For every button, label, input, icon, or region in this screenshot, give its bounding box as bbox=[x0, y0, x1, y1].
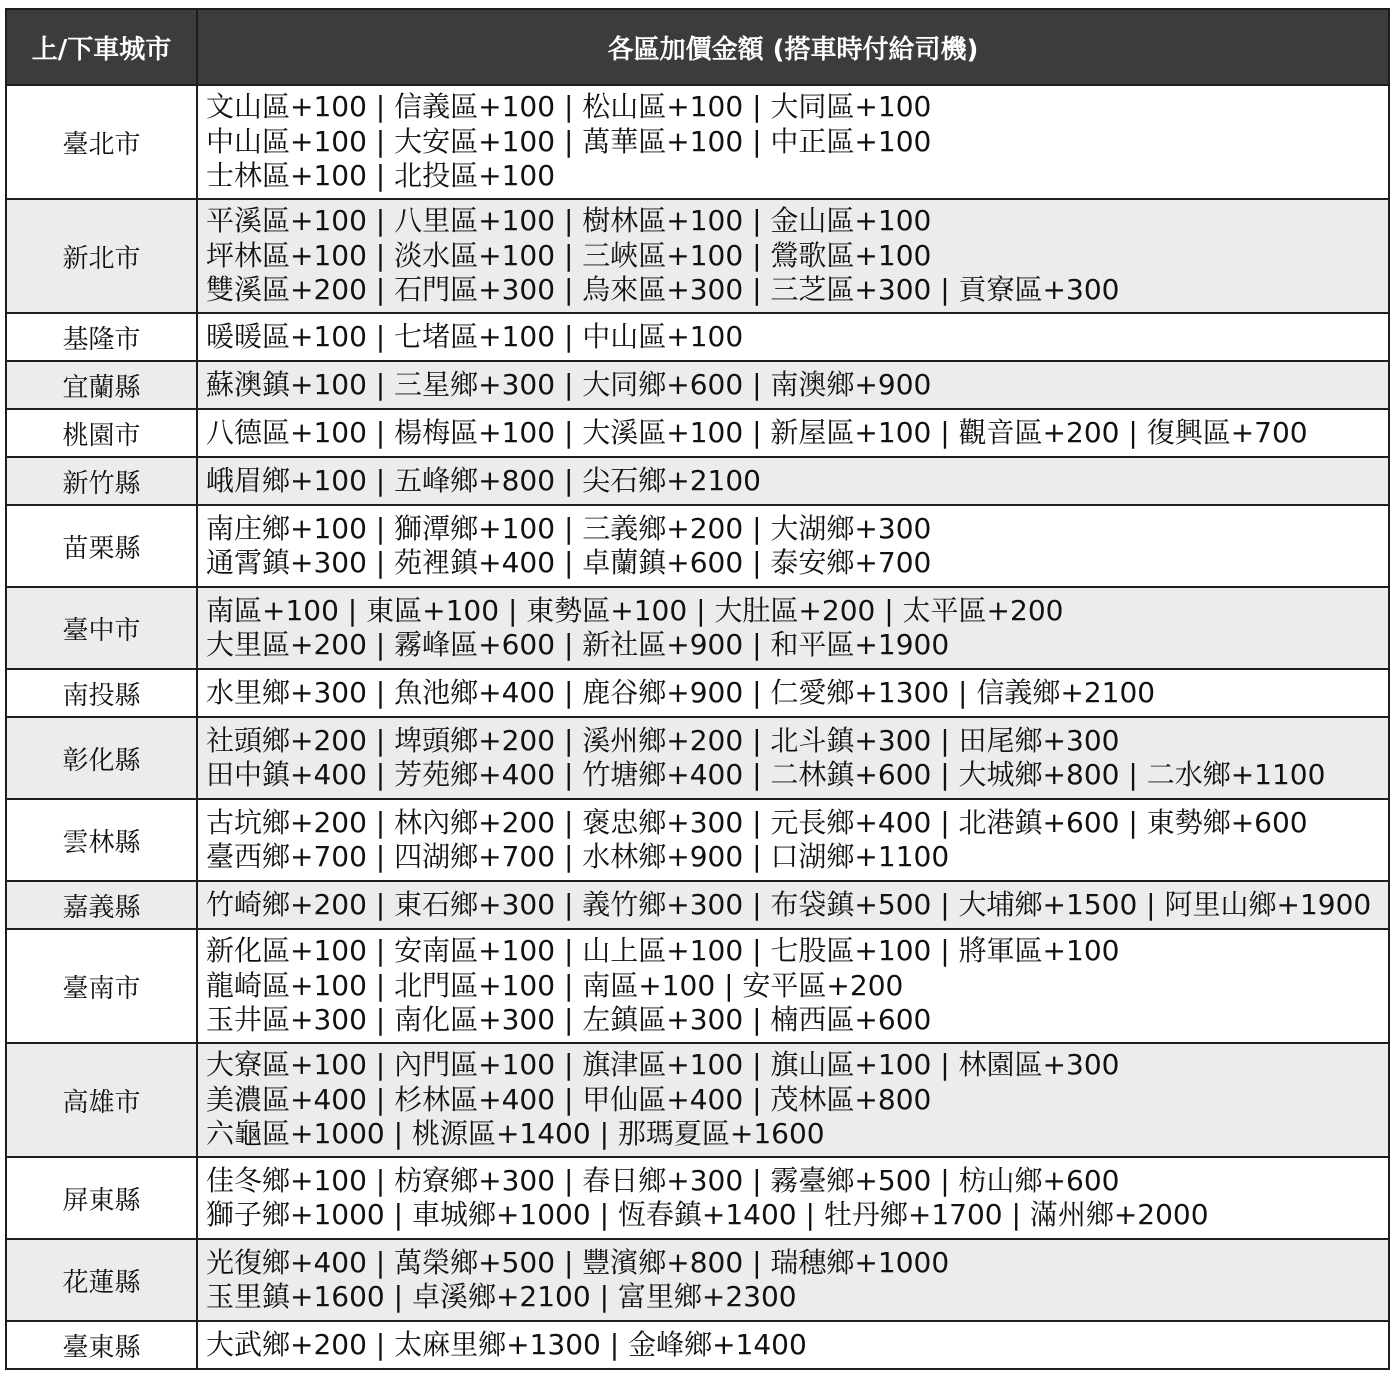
city-cell: 雲林縣 bbox=[6, 799, 197, 881]
surcharge-cell bbox=[197, 929, 1389, 1043]
header-row bbox=[6, 9, 1389, 85]
surcharge-table bbox=[5, 8, 1390, 1370]
city-cell: 臺北市 bbox=[6, 85, 197, 199]
table-row bbox=[6, 505, 1389, 587]
surcharge-line: 臺西鄉+700 | 四湖鄉+700 | 水林鄉+900 | 口湖鄉+1100 bbox=[206, 840, 950, 873]
surcharge-cell bbox=[197, 199, 1389, 313]
city-cell: 苗栗縣 bbox=[6, 505, 197, 587]
surcharge-line: 通霄鎮+300 | 苑裡鎮+400 | 卓蘭鎮+600 | 泰安鄉+700 bbox=[206, 546, 932, 579]
surcharge-line: 蘇澳鎮+100 | 三星鄉+300 | 大同鄉+600 | 南澳鄉+900 bbox=[206, 367, 932, 401]
surcharge-line: 雙溪區+200 | 石門區+300 | 烏來區+300 | 三芝區+300 | 貢寮區+300 bbox=[206, 273, 1120, 307]
table-row bbox=[6, 457, 1389, 505]
surcharge-cell bbox=[197, 361, 1389, 409]
table-row bbox=[6, 1321, 1389, 1369]
city-cell: 南投縣 bbox=[6, 669, 197, 717]
surcharge-line: 八德區+100 | 楊梅區+100 | 大溪區+100 | 新屋區+100 | 觀音區+200 | 復興區+700 bbox=[206, 415, 1308, 449]
city-cell: 臺南市 bbox=[6, 929, 197, 1043]
table-row bbox=[6, 929, 1389, 1043]
surcharge-line: 暖暖區+100 | 七堵區+100 | 中山區+100 bbox=[206, 319, 744, 353]
city-cell: 花蓮縣 bbox=[6, 1239, 197, 1321]
surcharge-cell bbox=[197, 1157, 1389, 1239]
city-cell: 新竹縣 bbox=[6, 457, 197, 505]
surcharge-line: 文山區+100 | 信義區+100 | 松山區+100 | 大同區+100 bbox=[206, 90, 932, 124]
surcharge-cell bbox=[197, 587, 1389, 669]
table-row bbox=[6, 199, 1389, 313]
surcharge-line: 新化區+100 | 安南區+100 | 山上區+100 | 七股區+100 | 將軍區+100 bbox=[206, 934, 1120, 968]
surcharge-line: 六龜區+1000 | 桃源區+1400 | 那瑪夏區+1600 bbox=[206, 1117, 825, 1151]
table-row bbox=[6, 799, 1389, 881]
surcharge-cell bbox=[197, 457, 1389, 505]
surcharge-line: 水里鄉+300 | 魚池鄉+400 | 鹿谷鄉+900 | 仁愛鄉+1300 | 信義鄉+2100 bbox=[206, 675, 1156, 709]
table-row bbox=[6, 669, 1389, 717]
surcharge-line: 南區+100 | 東區+100 | 東勢區+100 | 大肚區+200 | 太平區+200 bbox=[206, 593, 1064, 627]
surcharge-line: 坪林區+100 | 淡水區+100 | 三峽區+100 | 鶯歌區+100 bbox=[206, 238, 932, 272]
table-body bbox=[6, 85, 1389, 1369]
surcharge-line: 峨眉鄉+100 | 五峰鄉+800 | 尖石鄉+2100 bbox=[206, 463, 761, 497]
surcharge-line: 美濃區+400 | 杉林區+400 | 甲仙區+400 | 茂林區+800 bbox=[206, 1082, 932, 1116]
surcharge-line: 獅子鄉+1000 | 車城鄉+1000 | 恆春鎮+1400 | 牡丹鄉+1700 | 滿州鄉+2000 bbox=[206, 1198, 1209, 1231]
surcharge-cell bbox=[197, 1321, 1389, 1369]
surcharge-line: 中山區+100 | 大安區+100 | 萬華區+100 | 中正區+100 bbox=[206, 124, 932, 158]
table-row bbox=[6, 881, 1389, 929]
city-cell: 彰化縣 bbox=[6, 717, 197, 799]
surcharge-line: 龍崎區+100 | 北門區+100 | 南區+100 | 安平區+200 bbox=[206, 968, 904, 1002]
city-cell: 嘉義縣 bbox=[6, 881, 197, 929]
city-cell: 新北市 bbox=[6, 199, 197, 313]
surcharge-cell bbox=[197, 505, 1389, 587]
surcharge-line: 社頭鄉+200 | 埤頭鄉+200 | 溪州鄉+200 | 北斗鎮+300 | 田尾鄉+300 bbox=[206, 723, 1120, 757]
table-row bbox=[6, 361, 1389, 409]
surcharge-line: 古坑鄉+200 | 林內鄉+200 | 褒忠鄉+300 | 元長鄉+400 | 北港鎮+600 | 東勢鄉+600 bbox=[206, 805, 1308, 839]
city-cell: 桃園市 bbox=[6, 409, 197, 457]
surcharge-cell bbox=[197, 1239, 1389, 1321]
city-cell: 臺中市 bbox=[6, 587, 197, 669]
surcharge-line: 南庄鄉+100 | 獅潭鄉+100 | 三義鄉+200 | 大湖鄉+300 bbox=[206, 511, 932, 545]
table-header bbox=[6, 9, 1389, 85]
surcharge-line: 佳冬鄉+100 | 枋寮鄉+300 | 春日鄉+300 | 霧臺鄉+500 | 枋山鄉+600 bbox=[206, 1163, 1120, 1197]
surcharge-line: 竹崎鄉+200 | 東石鄉+300 | 義竹鄉+300 | 布袋鎮+500 | 大埔鄉+1500 | 阿里山鄉+1900 bbox=[206, 887, 1372, 921]
surcharge-cell bbox=[197, 799, 1389, 881]
table-row bbox=[6, 313, 1389, 361]
surcharge-cell bbox=[197, 409, 1389, 457]
surcharge-cell bbox=[197, 1043, 1389, 1157]
city-cell: 高雄市 bbox=[6, 1043, 197, 1157]
table-row bbox=[6, 1043, 1389, 1157]
surcharge-cell bbox=[197, 313, 1389, 361]
header-city: 上/下車城市 bbox=[6, 9, 197, 85]
surcharge-line: 平溪區+100 | 八里區+100 | 樹林區+100 | 金山區+100 bbox=[206, 204, 932, 238]
table-row bbox=[6, 717, 1389, 799]
surcharge-cell bbox=[197, 669, 1389, 717]
surcharge-cell bbox=[197, 85, 1389, 199]
table-row bbox=[6, 409, 1389, 457]
surcharge-line: 田中鎮+400 | 芳苑鄉+400 | 竹塘鄉+400 | 二林鎮+600 | 大城鄉+800 | 二水鄉+1100 bbox=[206, 758, 1326, 791]
surcharge-line: 大里區+200 | 霧峰區+600 | 新社區+900 | 和平區+1900 bbox=[206, 628, 950, 661]
surcharge-line: 玉井區+300 | 南化區+300 | 左鎮區+300 | 楠西區+600 bbox=[206, 1003, 932, 1037]
table-row bbox=[6, 1157, 1389, 1239]
city-cell: 基隆市 bbox=[6, 313, 197, 361]
surcharge-line: 玉里鎮+1600 | 卓溪鄉+2100 | 富里鄉+2300 bbox=[206, 1280, 797, 1313]
surcharge-line: 光復鄉+400 | 萬榮鄉+500 | 豐濱鄉+800 | 瑞穗鄉+1000 bbox=[206, 1245, 950, 1279]
city-cell: 屏東縣 bbox=[6, 1157, 197, 1239]
surcharge-line: 大寮區+100 | 內門區+100 | 旗津區+100 | 旗山區+100 | 林園區+300 bbox=[206, 1048, 1120, 1082]
table-row bbox=[6, 85, 1389, 199]
header-surcharge: 各區加價金額 (搭車時付給司機) bbox=[197, 9, 1389, 85]
surcharge-line: 士林區+100 | 北投區+100 bbox=[206, 159, 556, 193]
table-row bbox=[6, 587, 1389, 669]
surcharge-cell bbox=[197, 881, 1389, 929]
surcharge-line: 大武鄉+200 | 太麻里鄉+1300 | 金峰鄉+1400 bbox=[206, 1327, 807, 1361]
table-row bbox=[6, 1239, 1389, 1321]
city-cell: 宜蘭縣 bbox=[6, 361, 197, 409]
surcharge-cell bbox=[197, 717, 1389, 799]
city-cell: 臺東縣 bbox=[6, 1321, 197, 1369]
